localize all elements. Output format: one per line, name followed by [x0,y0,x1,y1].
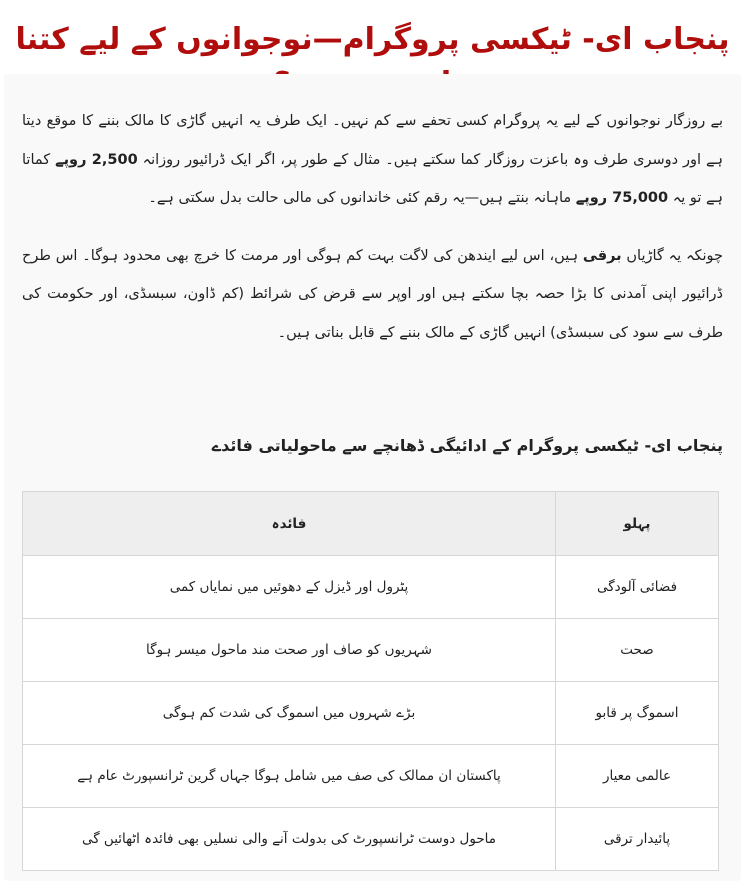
benefit-cell: بڑے شہروں میں اسموگ کی شدت کم ہوگی [23,682,556,745]
text: ہیں، اس لیے ایندھن کی لاگت بہت کم ہوگی اور مرمت کا خرچ بھی محدود ہوگا۔ اس طرح ڈرائیور اپنی آمدنی کا بڑا حصہ بچا سکتے ہیں اور اوپر سے قرض کی شرائط (کم ڈاون، سبسڈی، اور حکومت کی طرف سے سود کی سبسڈی) انہیں گاڑی کے مالک بننے کے قابل بناتی ہیں۔ [22,247,723,341]
benefit-cell: ماحول دوست ٹرانسپورٹ کی بدولت آنے والی نسلیں بھی فائدہ اٹھائیں گی [23,808,556,871]
daily-earning: 2,500 روپے [55,151,138,168]
table-row [23,745,719,808]
benefit-cell: پٹرول اور ڈیزل کے دھوئیں میں نمایاں کمی [23,556,556,619]
article-body [22,102,723,371]
table-row [23,619,719,682]
aspect-cell: اسموگ پر قابو [556,682,719,745]
table-row [23,682,719,745]
text: ماہانہ بنتے ہیں—یہ رقم کئی خاندانوں کی مالی حالت بدل سکتی ہے۔ [148,190,576,206]
header-benefit: فائدہ [23,492,556,556]
paragraph-unemployment [22,102,723,218]
electric-word: برقی [582,247,622,264]
aspect-cell: پائیدار ترقی [556,808,719,871]
table-header-row [23,492,719,556]
text: چونکہ یہ گاڑیاں [621,247,724,264]
text: بے روزگار نوجوانوں کے لیے یہ پروگرام کسی تحفے سے کم نہیں۔ ایک طرف یہ انہیں گاڑی کا مالک بننے کا موقع دیتا ہے اور دوسری طرف وہ باعزت روزگار کما سکتے ہیں۔ مثال کے طور پر، اگر ایک ڈرائیور روزانہ [22,113,723,168]
page-title: پنجاب ای- ٹیکسی پروگرام—نوجوانوں کے لیے کتنا [15,22,730,57]
paragraph-electric [22,237,723,353]
benefits-table [22,491,719,871]
table-row [23,556,719,619]
text: کماتا ہے تو یہ [22,151,723,206]
table-heading: پنجاب ای- ٹیکسی پروگرام کے ادائیگی ڈھانچے سے ماحولیاتی فائدے [211,436,723,455]
benefit-cell: شہریوں کو صاف اور صحت مند ماحول میسر ہوگا [23,619,556,682]
aspect-cell: فضائی آلودگی [556,556,719,619]
benefit-cell: پاکستان ان ممالک کی صف میں شامل ہوگا جہاں گرین ٹرانسپورٹ عام ہے [23,745,556,808]
header-aspect: پہلو [556,492,719,556]
aspect-cell: صحت [556,619,719,682]
aspect-cell: عالمی معیار [556,745,719,808]
monthly-earning: 75,000 روپے [575,190,669,206]
table-row [23,808,719,871]
